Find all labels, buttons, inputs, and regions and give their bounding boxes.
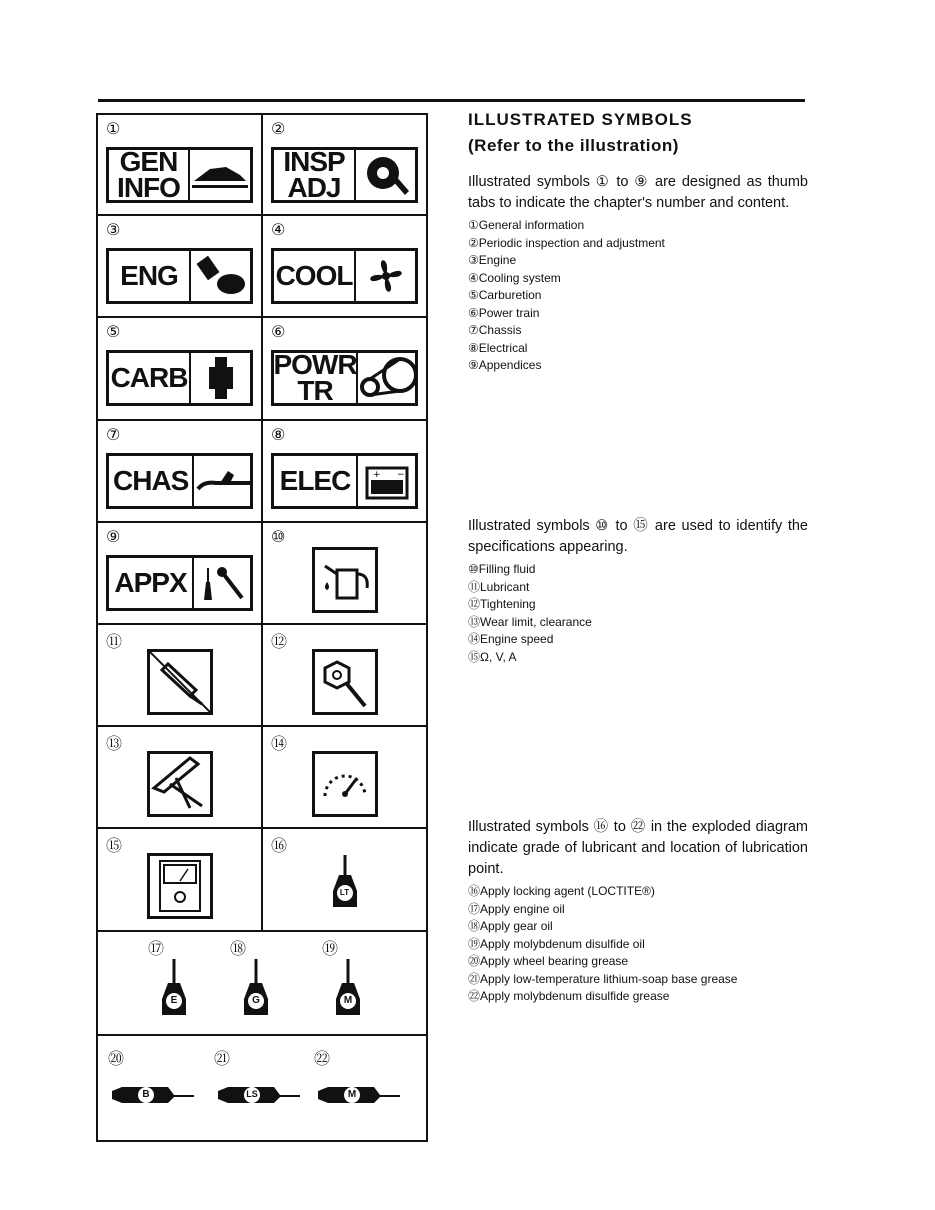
spec-lubricant: ⑪ [98,625,261,725]
tab-insp-adj: ② INSP ADJ [261,115,426,214]
oil-bottle-icon [158,959,190,1017]
lubricant-description: Illustrated symbols ⑯ to ㉒ in the exploded diagram indicate grade of lubricant and location of lubrication point. ⑯Apply locking agent (LOCTITE®) ⑰Apply engine oil ⑱Apply gear oil ⑲Apply molybdenum disulfide oil ⑳Apply wheel bearing grease ㉑Apply low-temperature lithium-soap base grease ㉒Apply molybdenum disulfide grease [468,817,808,1006]
spec-ohm-volt-amp: ⑮ [98,829,261,930]
tab-chas: ⑦ CHAS [98,421,261,521]
locking-agent-icon [329,855,361,909]
oil-bottle-icon [332,959,364,1017]
tab-powr-tr: ⑥ POWR TR [261,318,426,419]
lubricant-list: ⑯Apply locking agent (LOCTITE®) ⑰Apply engine oil ⑱Apply gear oil ⑲Apply molybdenum disulfide oil ⑳Apply wheel bearing grease ㉑Apply low-temperature lithium-soap base grease ㉒Apply molybdenum disulfide grease [468,884,738,1003]
thumb-tab-description: Illustrated symbols ① to ⑨ are designed as thumb tabs to indicate the chapter's number and content. ①General information ②Periodic inspection and adjustment ③Engine ④Cooling system ⑤Carburetion ⑥Power train ⑦Chassis ⑧Electrical ⑨Appendices [468,172,808,375]
snowmobile-icon [190,157,250,193]
spec-engine-speed: ⑭ [261,727,426,827]
oil-engine: ⑰ E [144,936,204,1022]
tab-cool: ④ COOL [261,216,426,316]
tab-carb: ⑤ CARB [98,318,261,419]
grease-wheel-bearing: ⑳ B [108,1046,198,1112]
grease-lithium-soap: ㉑ LS [214,1046,304,1112]
specification-list: ⑩Filling fluid ⑪Lubricant ⑫Tightening ⑬Wear limit, clearance ⑭Engine speed ⑮Ω, V, A [468,562,592,664]
section-subtitle: (Refer to the illustration) [468,136,679,155]
grease-molybdenum: ㉒ M [314,1046,404,1112]
spec-tightening: ⑫ [261,625,426,725]
symbol-grid [96,113,428,1142]
chapter-list: ①General information ②Periodic inspection and adjustment ③Engine ④Cooling system ⑤Carburetion ⑥Power train ⑦Chassis ⑧Electrical ⑨Appendices [468,218,665,372]
drive-belt-icon [358,355,418,401]
svg-text:+: + [372,470,381,480]
header-rule [98,99,805,102]
multimeter-icon [152,857,208,915]
oil-gear: ⑱ G [226,936,286,1022]
spec-wear-limit: ⑬ [98,727,261,827]
battery-icon [365,462,409,500]
svg-text:−: − [396,470,405,480]
spec-filling-fluid: ⑩ [261,523,426,623]
oil-molybdenum: ⑲ M [318,936,378,1022]
oil-symbols [98,932,426,1036]
spanner-icon [317,654,373,710]
section-title: ILLUSTRATED SYMBOLS [468,110,693,129]
oil-bottle-icon [240,959,272,1017]
specification-description: Illustrated symbols ⑩ to ⑮ are used to identify the specifications appearing. ⑩Filling fluid ⑪Lubricant ⑫Tightening ⑬Wear limit, clearance ⑭Engine speed ⑮Ω, V, A [468,516,808,666]
tachometer-icon [317,756,373,812]
tab-elec: ⑧ ELEC + − [261,421,426,521]
wrench-icon [361,153,411,197]
carburetor-icon [201,355,241,401]
section-header [468,110,808,156]
tab-gen-info: ① GEN INFO [98,115,261,214]
grease-gun-icon [150,652,210,712]
ski-icon [194,463,256,499]
tools-icon [194,562,250,604]
spec-locking-agent: ⑯ LT [261,829,426,930]
piston-icon [193,254,249,298]
oil-can-icon [317,552,373,608]
fan-icon [362,252,410,300]
tab-appx: ⑨ APPX [98,523,261,623]
tab-eng: ③ ENG [98,216,261,316]
caliper-icon [150,754,210,814]
grease-symbols [98,1036,426,1140]
